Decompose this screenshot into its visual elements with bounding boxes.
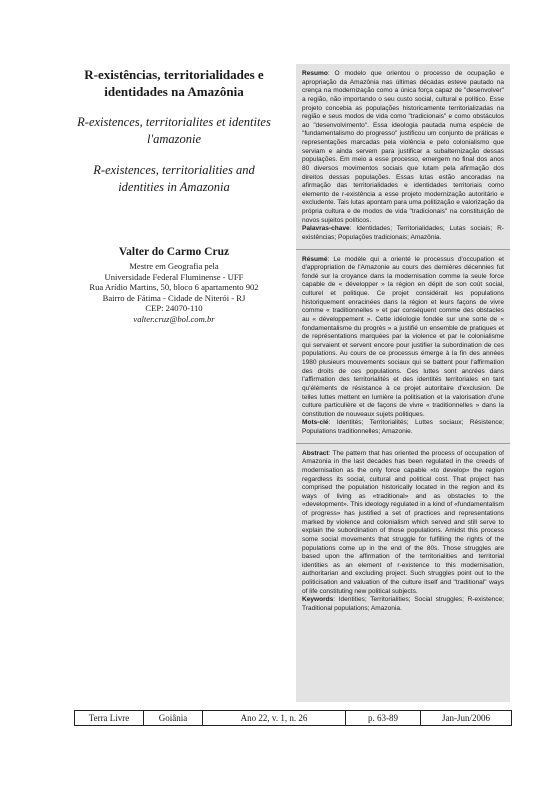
keywords-french bbox=[296, 419, 510, 436]
abstract-text: : The pattern that has oriented the process of occupation of Amazonia in the last decades has been regulated in the creeds of modernisation as the only force capable «to develop» the region regardless its social, cultural and political cost. That project has comprised the population historically located in the region and its ways of living as «traditional» and as obstacles to the «development». This ideology regulated in a kind of «fundamentalism of progress» has justified a set of practices and representations marked by violence and colonialism which served and still serve to explain the subordination of those populations. Amidst this process some social movements that struggle for fulfilling the rights of the populations come up in the end of the 80s. Those struggles are based upon the affirmation of the territorialities and territorial identities as an element of r-existence to this modernisation, authoritarian and excluding project. Such struggles point out to the politicisation and valuation of the culture itself and "traditional" ways of life constituting new political subjects. bbox=[302, 449, 504, 595]
keywords-text: : Identités; Territorialités; Luttes sociaux; Résistence; Populations traditionnelles; Amazonie. bbox=[302, 419, 504, 435]
keywords-label: Palavras-chave bbox=[302, 225, 350, 233]
abstract-french bbox=[296, 250, 510, 420]
footer-date: Jan-Jun/2006 bbox=[442, 713, 490, 723]
abstract-english bbox=[296, 444, 510, 597]
abstracts-box bbox=[296, 64, 510, 702]
abstract-label: Abstract bbox=[302, 449, 329, 457]
keywords-text: : Identities; Territorialities; Social struggles; R-existence; Traditional populations; Amazonia. bbox=[302, 596, 504, 612]
author-name: Valter do Carmo Cruz bbox=[118, 246, 230, 258]
footer-journal: Terra Livre bbox=[75, 711, 144, 725]
author-affiliation bbox=[74, 261, 274, 325]
keywords-portuguese bbox=[296, 225, 510, 242]
keywords-text: : Identidades; Territorialidades; Lutas sociais; R-existências; Populações tradicionais; Amazônia. bbox=[302, 225, 504, 241]
article-title-english: R-existences, territorialities and identities in Amazonia bbox=[93, 163, 255, 194]
abstract-portuguese bbox=[296, 64, 510, 225]
affiliation-line: Rua Arídio Martins, 50, bloco 6 apartamento 902 bbox=[89, 282, 259, 293]
abstract-label: Resumo bbox=[302, 70, 328, 77]
affiliation-cep: CEP: 24070-110 bbox=[145, 303, 203, 314]
footer-pages: p. 63-89 bbox=[346, 711, 421, 725]
footer-volume: Ano 22, v. 1, n. 26 bbox=[203, 711, 346, 725]
keywords-english bbox=[296, 596, 510, 613]
abstract-label: Résumé bbox=[302, 255, 328, 263]
author-email[interactable]: valter.cruz@bol.com.br bbox=[133, 313, 215, 324]
footer-city: Goiânia bbox=[144, 711, 203, 725]
affiliation-line: Mestre em Geografia pela bbox=[129, 261, 219, 271]
abstract-text: : O modelo que orientou o processo de ocupação e apropriação da Amazônia nas últimas décadas esteve pautado na crença na modernização como a única força capaz de "desenvolver" a região, não importando o seu custo social, cultural e político. Esse projeto concebia as populações historicamente territorializadas na região e seus modos de vida como "tradicionais" e como obstáculos ao "desenvolvimento". Essa ideologia pautada numa espécie de "fundamentalismo do progresso" justificou um conjunto de práticas e representações marcadas pela violência e pelo colonialismo que serviam e ainda servem para justificar a subalternização dessas populações. Em meio a esse processo, emergem no final dos anos 80 diversos movimentos sociais que lutam pela afirmação dos direitos dessas populações. Essas lutas estão ancoradas na afirmação das territorialidades e identidades territoriais como elemento de r-existência a esse projeto modernização autoritário e excludente. Tais lutas apontam para uma politização e valorização da própria cultura e de modos de vida "tradicionais" na constituição de novos sujeitos políticos. bbox=[302, 70, 504, 224]
keywords-label: Keywords bbox=[302, 596, 334, 604]
journal-footer bbox=[74, 710, 512, 726]
title-block bbox=[74, 66, 274, 325]
article-title-french: R-existences, territorialites et identites l'amazonie bbox=[77, 115, 271, 146]
affiliation-line: Bairro de Fátima - Cidade de Niterói - RJ bbox=[102, 292, 246, 303]
affiliation-line: Universidade Federal Fluminense - UFF bbox=[104, 271, 244, 282]
abstract-text: : Le modèle qui a orienté le processus d'occupation et d'appropriation de l'Amazonie au cours des dernières décennies fut fondé sur la croyance dans la modernisation comme la seule force capable de « développer » la région en dépit de son coût social, culturel et politique. Ce projet considérait les populations historiquement enracinées dans la région et leurs façons de vivre comme « traditionnelles » et par conséquent comme des obstacles au « développement ». Cette idéologie fondée sur une sorte de « fondamentalisme du progrès » a justifié un ensemble de pratiques et de représentations marquées par la violence et par le colonialisme qui servaient et servent encore pour justifier la subordination de ces populations. Au cours de ce processus émerge à la fin des années 1980 plusieurs mouvements sociaux qui se battent pour l'affirmation des droits de ces populations. Ces luttes sont ancrées dans l'affirmation des territorialités et des identités territoriales en tant qu'éléments de résistance à ce projet autoritaire d'exclusion. De telles luttes mettent en lumière la politisation et la valorisation d'une culture particulière et de façons de vivre « traditionnelles » dans la constitution de nouveaux sujets politiques. bbox=[302, 255, 504, 418]
article-title-portuguese: R-existências, territorialidades e identidades na Amazônia bbox=[84, 67, 264, 99]
keywords-label: Mots-clé bbox=[302, 419, 329, 427]
